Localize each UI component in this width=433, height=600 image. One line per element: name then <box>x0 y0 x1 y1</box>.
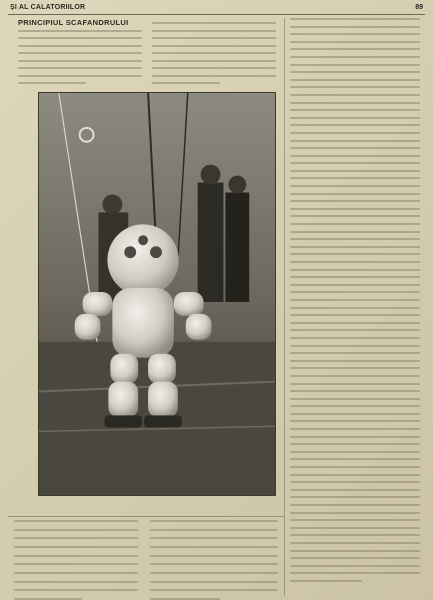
section-title: PRINCIPIUL SCAFANDRULUI <box>18 18 129 27</box>
page-number: 89 <box>415 4 423 11</box>
body-column-bottom-left <box>14 520 138 600</box>
intro-column-left <box>18 30 142 84</box>
intro-column-middle <box>152 22 276 84</box>
caption-rule <box>8 516 284 517</box>
body-column-bottom-middle <box>150 520 278 600</box>
diver-illustration <box>39 93 275 495</box>
column-divider <box>284 18 285 596</box>
photo-caption <box>30 500 280 512</box>
diver-photo <box>38 92 276 496</box>
running-head-title: ȘI AL CALATORIILOR <box>10 4 86 11</box>
header-rule <box>8 14 425 15</box>
body-column-right <box>290 18 420 582</box>
